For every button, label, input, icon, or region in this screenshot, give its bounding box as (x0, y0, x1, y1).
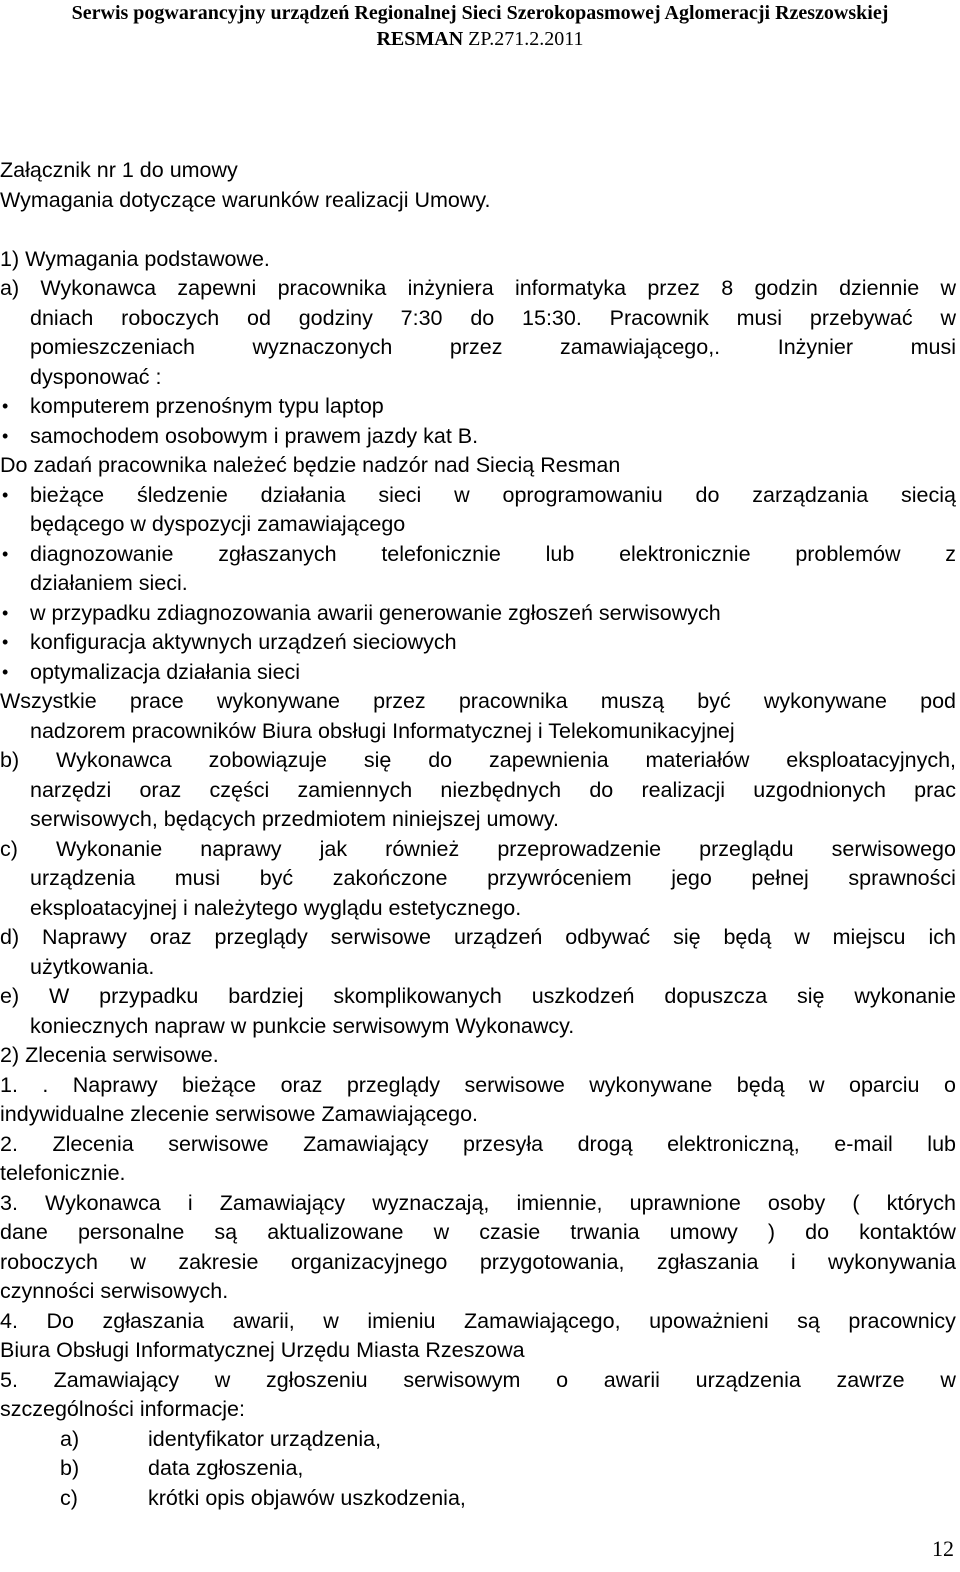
word: oraz (280, 1072, 323, 1097)
word: których (886, 1190, 956, 1215)
word: osoby (767, 1190, 826, 1215)
text-line (0, 1218, 956, 1248)
text-line: Wymagania dotyczące warunków realizacji Umowy. (0, 187, 491, 212)
word: uszkodzeń (531, 984, 635, 1008)
word: wyznaczają, (372, 1190, 490, 1215)
text-line (0, 304, 956, 334)
word: przeglądu (699, 836, 794, 861)
document-body (0, 156, 956, 1513)
word: odbywać (565, 925, 651, 949)
text-line (0, 1189, 956, 1219)
word: • bieżące (30, 482, 105, 507)
page-number: 12 (932, 1536, 954, 1561)
word: działania (260, 482, 346, 507)
word: kontaktów (859, 1220, 956, 1244)
word: przeglądy (214, 925, 308, 949)
text-line: telefonicznie. (0, 1161, 126, 1185)
word: serwisowego (831, 836, 956, 861)
word: narzędzi (30, 777, 112, 802)
word: o (943, 1072, 956, 1097)
text-line: 2) Zlecenia serwisowe. (0, 1043, 219, 1067)
word: Wszystkie (0, 689, 97, 713)
text-line (0, 982, 956, 1012)
word: Zamawiającego, (464, 1308, 621, 1333)
word: zakończone (332, 866, 448, 890)
word: oraz (149, 925, 192, 949)
text-line (0, 274, 956, 304)
word: również (385, 836, 460, 861)
word: i (187, 1190, 193, 1215)
text-line: dysponować : (30, 364, 162, 389)
text-line (0, 835, 956, 865)
word: serwisowe (168, 1131, 269, 1156)
word: skomplikowanych (333, 984, 502, 1008)
text-line: czynności serwisowych. (0, 1279, 229, 1303)
word: śledzenie (136, 482, 228, 507)
word: w (130, 1249, 146, 1274)
word: Pracownik (609, 305, 709, 330)
word: a) (0, 276, 20, 300)
text-line: użytkowania. (30, 954, 155, 979)
word: zamiennych (297, 777, 413, 802)
word: problemów (795, 541, 901, 566)
word: wykonywane (589, 1072, 713, 1097)
word: czasie (479, 1220, 541, 1244)
word: dniach (30, 305, 94, 330)
word: niezbędnych (440, 777, 562, 802)
word: lub (927, 1131, 956, 1156)
word: naprawy (200, 836, 282, 861)
word: 4. (0, 1308, 18, 1333)
word: do (428, 748, 453, 772)
word: przez (647, 276, 700, 300)
word: zgłoszeniu (266, 1367, 368, 1392)
text-line (0, 215, 956, 245)
word: będą (723, 925, 772, 949)
word: zakresie (178, 1249, 259, 1274)
word: Naprawy (42, 925, 127, 949)
word: wykonywane (216, 689, 340, 713)
word: imieniu (367, 1308, 436, 1333)
word: jak (319, 836, 348, 861)
word: b) (0, 748, 20, 772)
word: Zamawiający (53, 1367, 180, 1392)
word: zgłaszanych (218, 541, 337, 566)
word: prace (129, 689, 184, 713)
word: sprawności (848, 866, 956, 890)
word: przeprowadzenie (497, 836, 662, 861)
word: się (363, 748, 392, 772)
word: być (259, 866, 294, 890)
word: zobowiązuje (208, 748, 327, 772)
word: przebywać (809, 305, 913, 330)
word: 1. (0, 1072, 18, 1097)
word: pracownika (277, 276, 387, 300)
word: się (673, 925, 701, 949)
word: roboczych (121, 305, 220, 330)
word: personalne (77, 1220, 185, 1244)
sublist-item (0, 1454, 956, 1484)
word: w (940, 1367, 956, 1392)
word: 2. (0, 1131, 18, 1156)
word: przypadku (99, 984, 199, 1008)
word: ) (767, 1220, 776, 1244)
sublist-text: identyfikator urządzenia, (148, 1426, 382, 1451)
word: części (209, 777, 270, 802)
word: przygotowania, (479, 1249, 625, 1274)
bullet-item: • samochodem osobowym i prawem jazdy kat B. (0, 422, 956, 452)
word: wykonywania (828, 1249, 956, 1274)
word: urządzenia (30, 866, 136, 890)
text-line: serwisowych, będących przedmiotem niniejszej umowy. (30, 807, 559, 831)
word: zamawiającego,. (560, 335, 721, 359)
bullet-item: • konfiguracja aktywnych urządzeń sieciowych (0, 628, 956, 658)
text-line: indywidualne zlecenie serwisowe Zamawiającego. (0, 1102, 479, 1126)
word: godziny (298, 305, 373, 330)
word: w (940, 276, 956, 300)
word: 7:30 (400, 305, 443, 330)
word: bieżące (182, 1072, 257, 1097)
word: pełnej (751, 866, 809, 890)
word: e-mail (834, 1131, 893, 1156)
word: przeglądy (346, 1072, 441, 1097)
word: musi (174, 866, 221, 890)
sublist-label: a) (60, 1426, 80, 1451)
sublist-text: krótki opis objawów uszkodzenia, (148, 1485, 466, 1510)
word: przywróceniem (487, 866, 632, 890)
word: będą (736, 1072, 785, 1097)
sublist-label: b) (60, 1456, 80, 1480)
word: w (454, 482, 470, 507)
text-line (0, 923, 956, 953)
text-line: szczególności informacje: (0, 1397, 245, 1421)
bullet-item (0, 540, 956, 570)
bullet-item (0, 481, 956, 511)
word: jego (671, 866, 712, 890)
word: prac (914, 777, 956, 802)
word: organizacyjnego (290, 1249, 448, 1274)
text-line (0, 1130, 956, 1160)
text-line: działaniem sieci. (30, 571, 188, 595)
word: są (797, 1308, 820, 1333)
word: telefonicznie (381, 541, 501, 566)
word: pomieszczeniach (30, 335, 195, 359)
word: miejscu (832, 925, 906, 949)
word: awarii (603, 1367, 660, 1392)
word: awarii, (232, 1308, 295, 1333)
word: aktualizowane (267, 1220, 404, 1244)
text-line: eksploatacyjnej i należytego wyglądu estetycznego. (30, 895, 522, 920)
sublist-item (0, 1425, 956, 1455)
text-line (0, 1071, 956, 1101)
word: i (790, 1249, 796, 1274)
word: w (323, 1308, 339, 1333)
text-line (0, 1307, 956, 1337)
bullet-item: • w przypadku zdiagnozowania awarii generowanie zgłoszeń serwisowych (0, 599, 956, 629)
text-line (0, 864, 956, 894)
word: • diagnozowanie (30, 541, 174, 566)
text-line: będącego w dyspozycji zamawiającego (30, 512, 406, 536)
word: z (945, 541, 956, 566)
bullet-item: • komputerem przenośnym typu laptop (0, 392, 956, 422)
word: zapewnienia (489, 748, 609, 772)
word: uprawnione (629, 1190, 741, 1215)
word: siecią (901, 482, 956, 507)
word: ich (928, 925, 956, 949)
word: dziennie (839, 276, 920, 300)
text-line (0, 1366, 956, 1396)
header-reference (0, 26, 960, 52)
word: zgłaszania (102, 1308, 205, 1333)
word: inżyniera (407, 276, 494, 300)
word: materiałów (645, 748, 750, 772)
word: urządzeń (453, 925, 543, 949)
word: do (805, 1220, 830, 1244)
word: c) (0, 836, 18, 861)
word: wyznaczonych (252, 335, 393, 359)
text-line (0, 776, 956, 806)
text-line: nadzorem pracowników Biura obsługi Informatycznej i Telekomunikacyjnej (30, 718, 735, 743)
word: muszą (600, 689, 665, 713)
text-line: Załącznik nr 1 do umowy (0, 158, 238, 182)
word: Zlecenia (52, 1131, 134, 1156)
word: do (470, 305, 495, 330)
word: przesyła (463, 1131, 544, 1156)
word: w (214, 1367, 231, 1392)
word: drogą (577, 1131, 633, 1156)
word: imiennie, (516, 1190, 603, 1215)
word: Zamawiający (219, 1190, 346, 1215)
word: pod (920, 689, 956, 713)
word: W (48, 984, 70, 1008)
text-line (0, 333, 956, 363)
word: oprogramowaniu (502, 482, 663, 507)
sublist-label: c) (60, 1485, 78, 1510)
word: e) (0, 984, 20, 1008)
text-line: 1) Wymagania podstawowe. (0, 246, 270, 271)
word: Wykonanie (56, 836, 163, 861)
word: bardziej (228, 984, 304, 1008)
word: zgłaszania (656, 1249, 759, 1274)
word: lub (545, 541, 575, 566)
word: Naprawy (72, 1072, 158, 1097)
text-line: koniecznych napraw w punkcie serwisowym Wykonawcy. (30, 1013, 575, 1038)
word: zarządzania (752, 482, 869, 507)
word: ( (852, 1190, 860, 1215)
word: upoważnieni (649, 1308, 769, 1333)
sublist-item (0, 1484, 956, 1514)
word: być (697, 689, 731, 713)
header-ref-name: RESMAN (376, 28, 464, 50)
text-line: Biura Obsługi Informatycznej Urzędu Miasta Rzeszowa (0, 1338, 525, 1362)
word: realizacji (641, 777, 726, 802)
header-ref-code: ZP.271.2.2011 (468, 28, 584, 50)
word: informatyka (514, 276, 627, 300)
word: wykonanie (854, 984, 956, 1008)
word: dopuszcza (664, 984, 768, 1008)
header-title: Serwis pogwarancyjny urządzeń Regionalnej Sieci Szerokopasmowej Aglomeracji Rzeszowskiej (71, 2, 889, 24)
page-header (0, 0, 960, 52)
text-line (0, 687, 956, 717)
word: pracownicy (848, 1308, 956, 1333)
word: zawrze (836, 1367, 905, 1392)
word: Do (46, 1308, 74, 1333)
text-line: Do zadań pracownika należeć będzie nadzór nad Siecią Resman (0, 453, 621, 477)
word: do (695, 482, 720, 507)
word: od (246, 305, 271, 330)
word: dane (0, 1220, 48, 1244)
word: trwania (570, 1220, 640, 1244)
word: do (589, 777, 614, 802)
word: urządzenia (695, 1367, 801, 1392)
word: Wykonawca (45, 1190, 161, 1215)
word: roboczych (0, 1249, 98, 1274)
sublist-text: data zgłoszenia, (148, 1456, 304, 1480)
word: elektroniczną, (667, 1131, 800, 1156)
word: pracownika (458, 689, 568, 713)
word: 15:30. (522, 305, 582, 330)
word: w (940, 305, 956, 330)
word: w (433, 1220, 450, 1244)
word: oraz (139, 777, 182, 802)
word: w (809, 1072, 825, 1097)
word: są (214, 1220, 238, 1244)
word: oparciu (849, 1072, 920, 1097)
word: 3. (0, 1190, 18, 1215)
word: serwisowym (403, 1367, 521, 1392)
word: Wykonawca (40, 276, 157, 300)
word: się (797, 984, 825, 1008)
word: 8 (721, 276, 734, 300)
word: godzin (754, 276, 818, 300)
word: umowy (669, 1220, 738, 1244)
word: sieci (378, 482, 422, 507)
word: Zamawiający (303, 1131, 429, 1156)
word: elektronicznie (619, 541, 751, 566)
bullet-item: • optymalizacja działania sieci (0, 658, 956, 688)
word: zapewni (177, 276, 257, 300)
word: d) (0, 925, 20, 949)
word: o (556, 1367, 569, 1392)
word: w (794, 925, 810, 949)
word: . (42, 1072, 49, 1097)
word: przez (373, 689, 426, 713)
text-line (0, 1248, 956, 1278)
text-line (0, 746, 956, 776)
word: eksploatacyjnych, (786, 748, 956, 772)
word: serwisowe (330, 925, 432, 949)
word: uzgodnionych (753, 777, 886, 802)
word: przez (449, 335, 503, 359)
word: 5. (0, 1367, 18, 1392)
word: Inżynier (777, 335, 854, 359)
word: wykonywane (763, 689, 887, 713)
word: serwisowe (464, 1072, 565, 1097)
word: musi (910, 335, 956, 359)
word: musi (736, 305, 783, 330)
word: Wykonawca (56, 748, 172, 772)
